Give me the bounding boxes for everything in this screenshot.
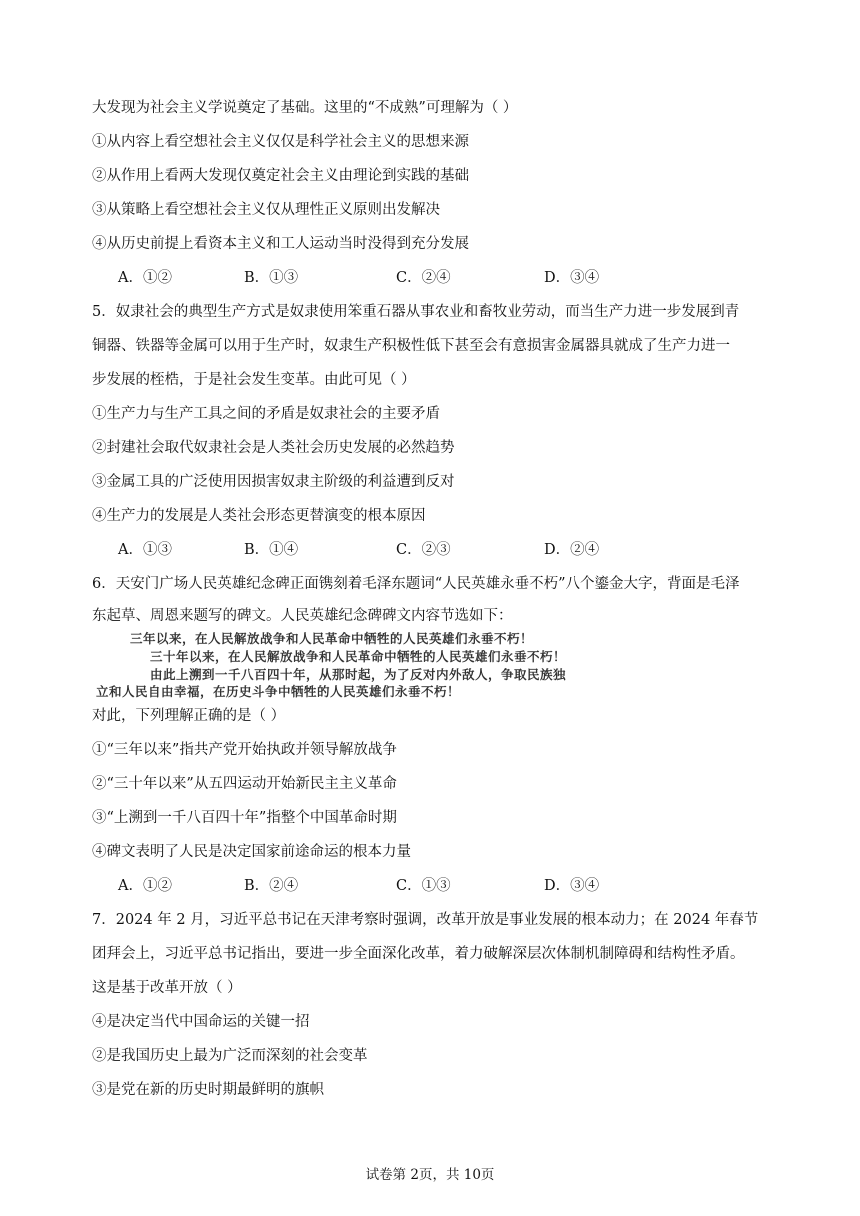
inscription-line-1: 三年以来，在人民解放战争和人民革命中牺牲的人民英雄们永垂不朽！ xyxy=(130,631,534,646)
q5-item-2: ②封建社会取代奴隶社会是人类社会历史发展的必然趋势 xyxy=(92,440,455,456)
q4-option-c: C．②④ xyxy=(396,270,451,286)
q6-option-b: B．②④ xyxy=(244,878,299,894)
q4-item-4: ④从历史前提上看资本主义和工人运动当时没得到充分发展 xyxy=(92,236,469,252)
q5-item-3: ③金属工具的广泛使用因损害奴隶主阶级的利益遭到反对 xyxy=(92,474,455,490)
q6-options xyxy=(118,876,718,896)
q5-option-c: C．②③ xyxy=(396,542,451,558)
inscription-line-3: 由此上溯到一千八百四十年，从那时起，为了反对内外敌人，争取民族独 xyxy=(150,667,567,682)
q7-stem-line-1: 7．2024 年 2 月，习近平总书记在天津考察时强调，改革开放是事业发展的根本动力；在 2024 年春节 xyxy=(92,912,759,928)
q4-item-1: ①从内容上看空想社会主义仅仅是科学社会主义的思想来源 xyxy=(92,134,469,150)
q6-prompt: 对此，下列理解正确的是（ ） xyxy=(92,708,286,724)
q4-options xyxy=(118,268,718,288)
q5-item-1: ①生产力与生产工具之间的矛盾是奴隶社会的主要矛盾 xyxy=(92,406,440,422)
q6-option-c: C．①③ xyxy=(396,878,451,894)
q6-item-2: ②“三十年以来”从五四运动开始新民主主义革命 xyxy=(92,776,397,792)
page-footer: 试卷第 2页，共 10页 xyxy=(365,1167,495,1183)
q4-stem-tail: 大发现为社会主义学说奠定了基础。这里的“不成熟”可理解为（ ） xyxy=(92,100,518,116)
q7-stem-line-3: 这是基于改革开放（ ） xyxy=(92,980,242,996)
q5-stem-line-3: 步发展的桎梏，于是社会发生变革。由此可见（ ） xyxy=(92,372,416,388)
q5-stem-line-1: 5．奴隶社会的典型生产方式是奴隶使用笨重石器从事农业和畜牧业劳动，而当生产力进一步发展到青 xyxy=(92,304,740,320)
q6-item-1: ①“三年以来”指共产党开始执政并领导解放战争 xyxy=(92,742,397,758)
q4-item-3: ③从策略上看空想社会主义仅从理性正义原则出发解决 xyxy=(92,202,440,218)
q7-stem-line-2: 团拜会上，习近平总书记指出，要进一步全面深化改革，着力破解深层次体制机制障碍和结构性矛盾。 xyxy=(92,946,745,962)
q5-item-4: ④生产力的发展是人类社会形态更替演变的根本原因 xyxy=(92,508,426,524)
q4-option-b: B．①③ xyxy=(244,270,299,286)
q5-options xyxy=(118,540,718,560)
q7-item-3: ③是党在新的历史时期最鲜明的旗帜 xyxy=(92,1082,324,1098)
q4-option-a: A．①② xyxy=(118,270,172,286)
q4-option-d: D．③④ xyxy=(544,270,600,286)
q7-item-2: ②是我国历史上最为广泛而深刻的社会变革 xyxy=(92,1048,368,1064)
q6-stem-line-1: 6．天安门广场人民英雄纪念碑正面镌刻着毛泽东题词“人民英雄永垂不朽”八个鎏金大字，背面是毛泽 xyxy=(92,576,740,592)
q6-item-4: ④碑文表明了人民是决定国家前途命运的根本力量 xyxy=(92,844,411,860)
q5-option-b: B．①④ xyxy=(244,542,299,558)
q5-stem-line-2: 铜器、铁器等金属可以用于生产时，奴隶生产积极性低下甚至会有意损害金属器具就成了生产力进一 xyxy=(92,338,730,354)
q6-stem-line-2: 东起草、周恩来题写的碑文。人民英雄纪念碑碑文内容节选如下： xyxy=(92,608,513,624)
q6-item-3: ③“上溯到一千八百四十年”指整个中国革命时期 xyxy=(92,810,397,826)
q6-option-a: A．①② xyxy=(118,878,172,894)
q5-option-d: D．②④ xyxy=(544,542,600,558)
q4-item-2: ②从作用上看两大发现仅奠定社会主义由理论到实践的基础 xyxy=(92,168,469,184)
q5-option-a: A．①③ xyxy=(118,542,172,558)
inscription-line-4: 立和人民自由幸福，在历史斗争中牺牲的人民英雄们永垂不朽！ xyxy=(96,684,461,699)
inscription-line-2: 三十年以来，在人民解放战争和人民革命中牺牲的人民英雄们永垂不朽！ xyxy=(150,649,567,664)
q7-item-1: ④是决定当代中国命运的关键一招 xyxy=(92,1014,310,1030)
q6-option-d: D．③④ xyxy=(544,878,600,894)
monument-inscription xyxy=(96,630,722,700)
